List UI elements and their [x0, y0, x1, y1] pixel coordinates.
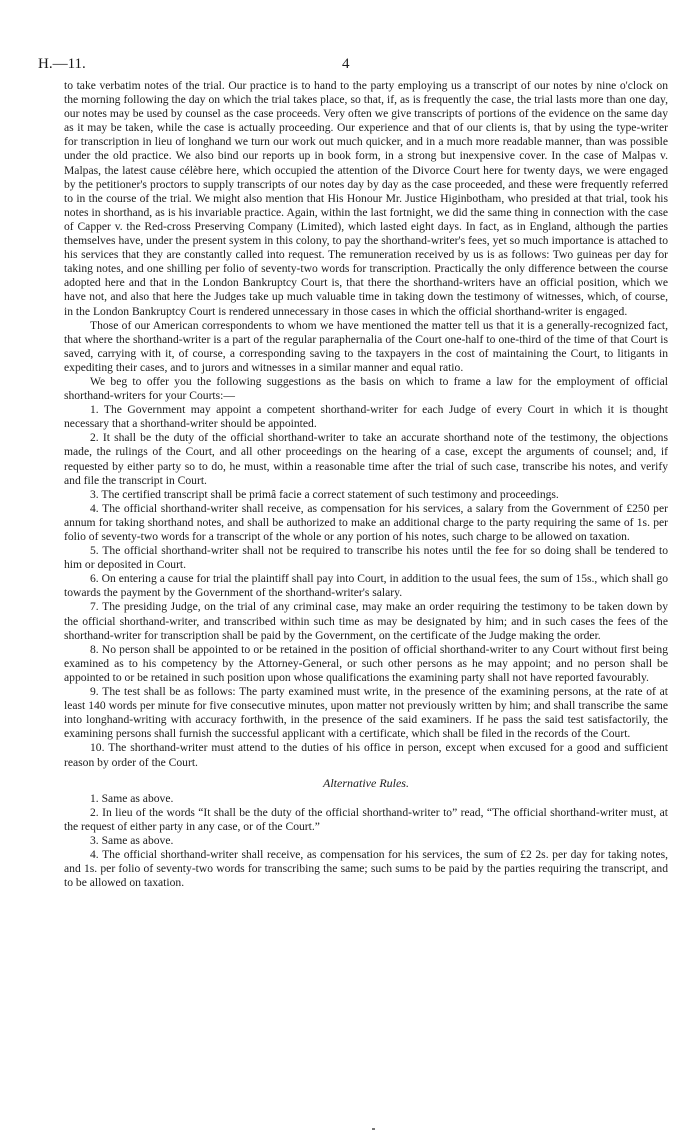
rule-2: 2. It shall be the duty of the official shorthand-writer to take an accurate shorthand note of the testimony, the objections made, the rulings of the Court, and all other proceedings on the hearing of a case, except the arguments of counsel; and, if requested by either party so to do, he must, within a reasonable time after the trial of such case, transcribe his notes, and verify and file the transcript in Court. [64, 431, 668, 487]
rule-3: 3. The certified transcript shall be primâ facie a correct statement of such testimony and proceedings. [90, 487, 559, 501]
paragraph-suggestions-intro: We beg to offer you the following suggestions as the basis on which to frame a law for the employment of official shorthand-writers for your Courts:— [64, 374, 668, 403]
alternative-rule-1: 1. Same as above. [90, 791, 174, 805]
rule-1: 1. The Government may appoint a competent shorthand-writer for each Judge of every Court in which it is thought necessary that a shorthand-writer should be appointed. [64, 403, 668, 431]
rule-10: 10. The shorthand-writer must attend to the duties of his office in person, except when excused for a good and sufficient reason by order of the Court. [64, 741, 668, 769]
alternative-rule-4: 4. The official shorthand-writer shall receive, as compensation for his services, the sum of £2 2s. per day for taking notes, and 1s. per folio of seventy-two words for transcribing the same; such sums to be paid by the parties requiring the transcript, and to be allowed on taxation. [64, 848, 668, 890]
print-mark [372, 1128, 375, 1130]
alternative-rules-heading: Alternative Rules. [323, 775, 409, 790]
rule-5: 5. The official shorthand-writer shall not be required to transcribe his notes until the fee for so doing shall be tendered to him or deposited in Court. [64, 544, 668, 572]
alternative-rule-2: 2. In lieu of the words “It shall be the duty of the official shorthand-writer to” read, “The official shorthand-writer must, at the request of either party in any case, or of the Court.” [64, 805, 668, 833]
page-number: 4 [342, 56, 350, 72]
rule-4: 4. The official shorthand-writer shall receive, as compensation for his services, a salary from the Government of £250 per annum for taking shorthand notes, and shall be authorized to make an additional charge to the party requiring the same of 1s. per folio of seventy-two words for a transcript of the whole or any portion of his notes, such charge to be allowed on taxation. [64, 501, 668, 543]
rule-7: 7. The presiding Judge, on the trial of any criminal case, may make an order requiring the testimony to be taken down by the official shorthand-writer, and transcribed within such time as may be designated by him; and in such cases the fees of the shorthand-writer for transcription shall be paid by the Government, on the certificate of the Judge making the order. [64, 600, 668, 642]
document-body [64, 79, 668, 890]
paragraph-american-correspondents: Those of our American correspondents to whom we have mentioned the matter tell us that it is a generally-recognized fact, that where the shorthand-writer is a part of the regular paraphernalia of the Court one-half to one-third of the time of that Court is saved, carrying with it, of course, a corresponding saving to the taxpayers in the cost of maintaining the Court, to litigants in expediting their cases, and to jurors and witnesses in a similar manner and equal ratio. [64, 318, 668, 374]
rule-9: 9. The test shall be as follows: The party examined must write, in the presence of the examining persons, at the rate of at least 140 words per minute for five consecutive minutes, upon matter not previously written by him; and shall transcribe the same into longhand-writing with accuracy forthwith, in the presence of the said examiners. If he pass the said test satisfactorily, the examining persons shall furnish the successful applicant with a certificate, which shall be filed in the records of the Court. [64, 685, 668, 741]
document-reference: H.—11. [38, 56, 86, 72]
rule-8: 8. No person shall be appointed to or be retained in the position of official shorthand-writer to any Court without first being examined as to his competency by the Attorney-General, or such other persons as he may appoint; and no person shall be appointed to or be retained in such position upon whose qualifications the examining party shall not have reported favourably. [64, 642, 668, 684]
alternative-rule-3: 3. Same as above. [90, 833, 174, 847]
paragraph-practice: to take verbatim notes of the trial. Our practice is to hand to the party employing us a transcript of our notes by nine o'clock on the morning following the day on which the trial takes place, so that, if, as is frequently the case, the trial lasts more than one day, our notes may be used by counsel as the case proceeds. Very often we give transcripts of portions of the evidence on the same day as it may be taken, while the case is actually proceeding. Our experience and that of our clients is, that by using the type-writer for transcription in lieu of longhand we turn our work out much quicker, and in a much more readable manner, than was possible under the old practice. We also bind our reports up in book form, in a strong but inexpensive cover. In the case of Malpas v. Malpas, the latest cause célèbre here, which occupied the attention of the Divorce Court here for twenty days, we were engaged by the petitioner's proctors to supply transcripts of our notes day by day as the case proceeded, and these were frequently referred to in the course of the trial. We might also mention that His Honour Mr. Justice Higinbotham, who presided at that trial, took his notes in shorthand, as is his invariable practice. Again, within the last fortnight, we did the same thing in connection with the case of Capper v. the Red-cross Preserving Company (Limited), which lasted eight days. In fact, as in England, although the parties themselves have, under the present system in this colony, to pay the shorthand-writer's fees, yet so much importance is attached to his services that they are constantly called into request. The remuneration received by us is as follows: Two guineas per day for taking notes, and one shilling per folio of seventy-two words for transcription. Practically the only difference between the course adopted here and that in the London Bankruptcy Court is, that there the shorthand-writers have an official position, which we have not, and also that here the Judges take up much valuable time in taking down the testimony of witnesses, which, of course, in the London Bankruptcy Court is rendered unnecessary in those cases in which the official shorthand-writer is engaged. [64, 79, 668, 318]
page-header [38, 56, 662, 76]
rule-6: 6. On entering a cause for trial the plaintiff shall pay into Court, in addition to the usual fees, the sum of 15s., which shall go towards the payment by the Government of the shorthand-writer's salary. [64, 572, 668, 600]
